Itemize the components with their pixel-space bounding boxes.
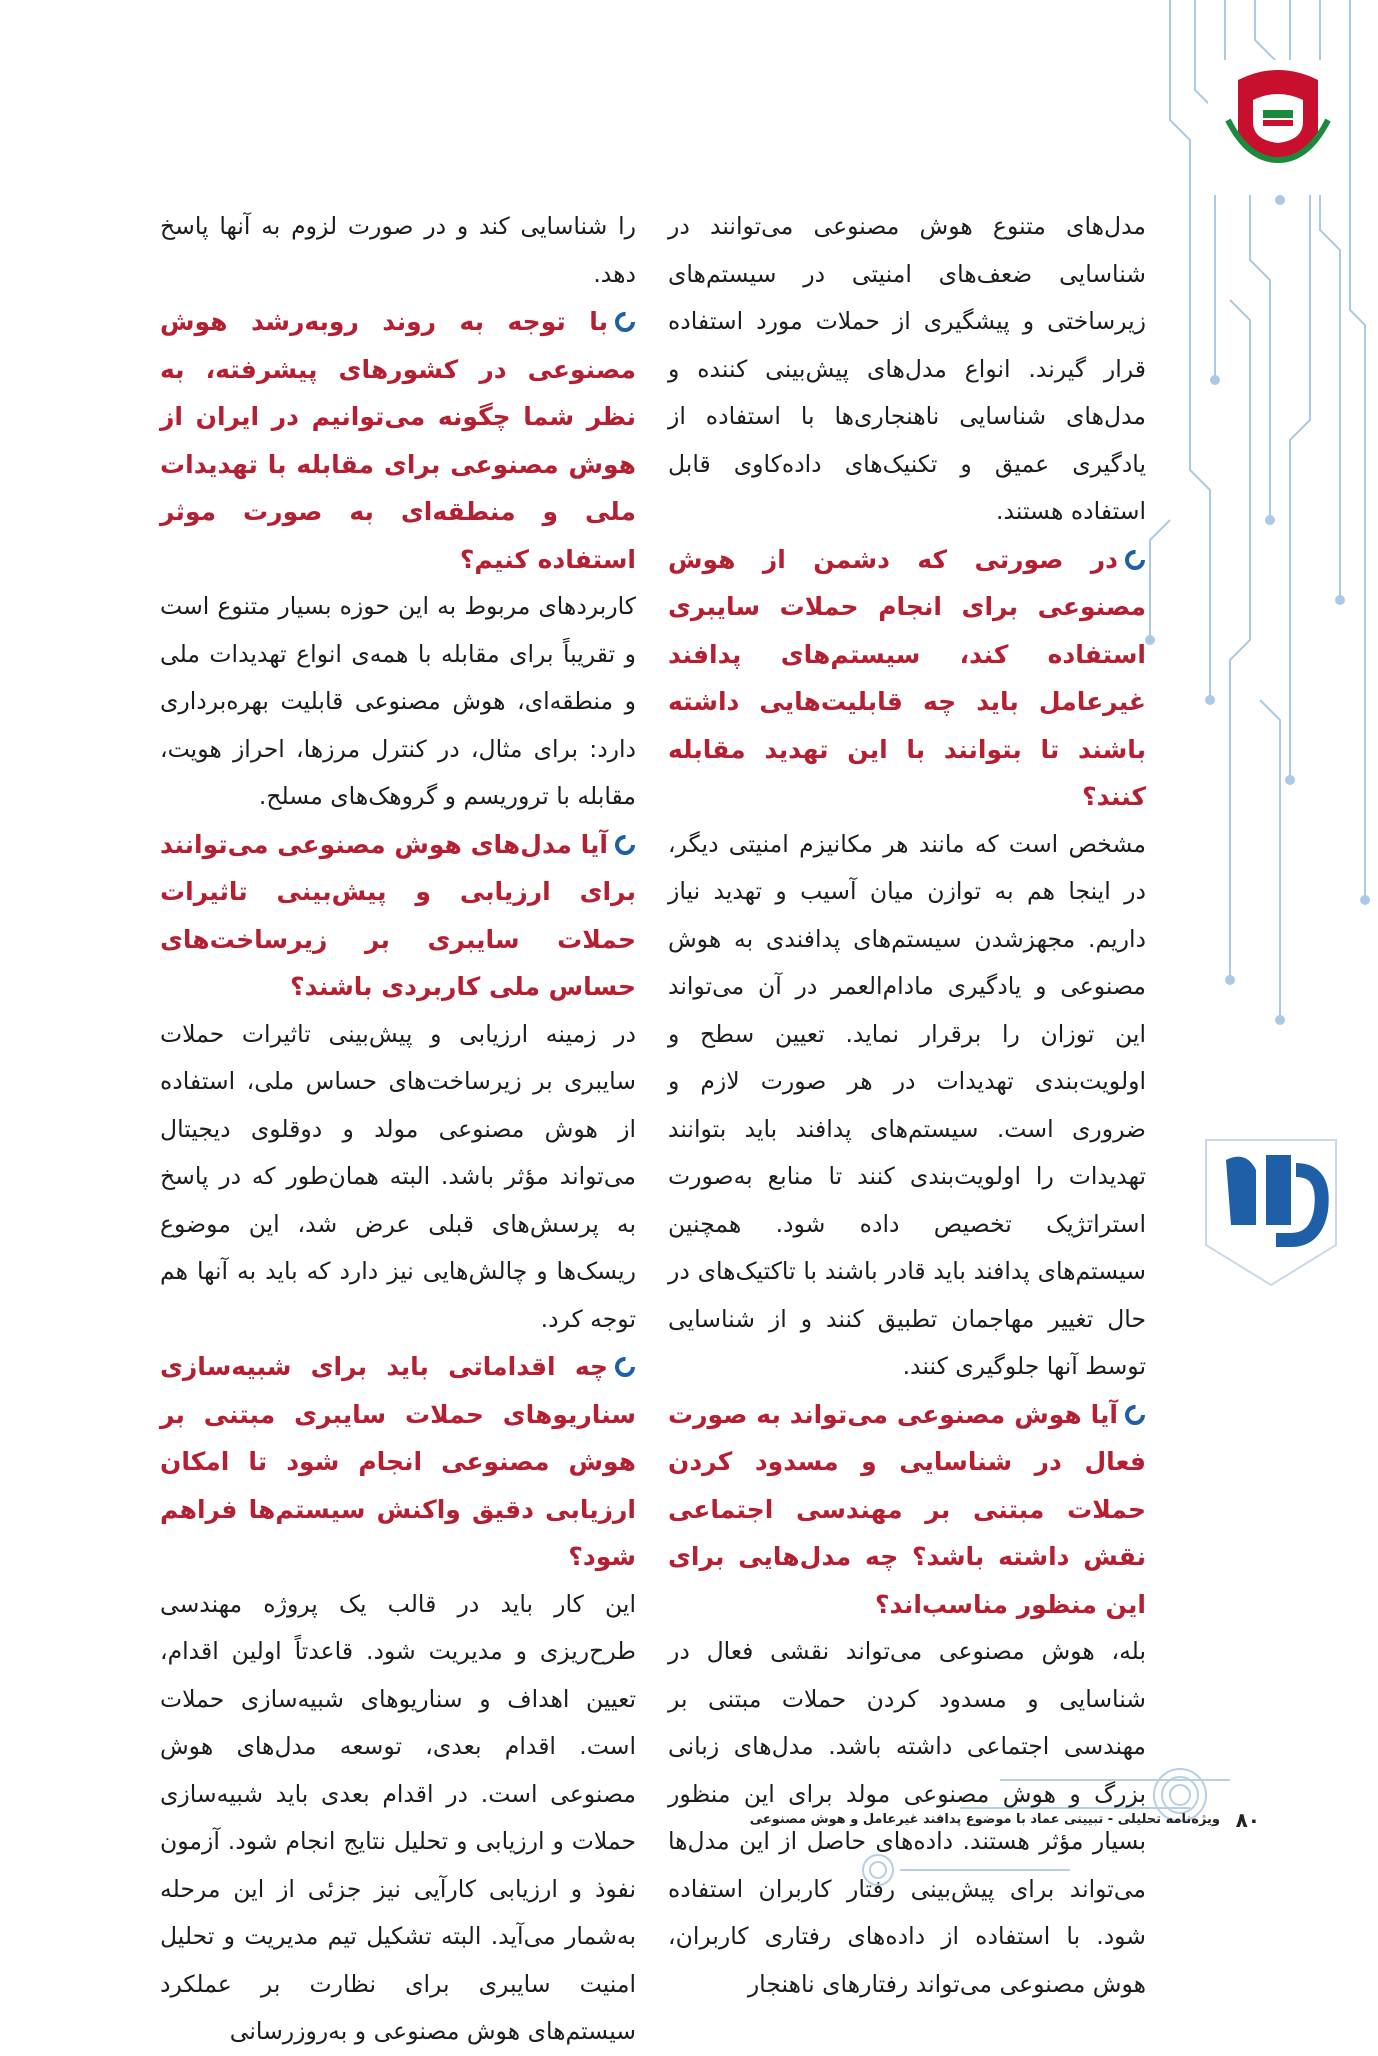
article-column-left [160,203,636,2056]
circular-arrow-icon [1124,549,1146,571]
page-number: ۸۰ [1235,1808,1260,1832]
page-footer [700,1806,1260,1846]
article-column-right [668,203,1146,2008]
paragraph: مشخص است که مانند هر مکانیزم امنیتی دیگر، در اینجا هم به توازن میان آسیب و تهدید نیاز داریم. مجهزشدن سیستم‌های پدافندی به هوش مصنوعی و یادگیری مادام‌العمر در آن می‌تواند این توزان را برقرار نماید. تعیین سطح و اولویت‌بندی تهدیدات در هر صورت لازم و ضروری است. سیستم‌های پدافند باید بتوانند تهدیدات را اولویت‌بندی کنند تا منابع به‌صورت استراتژیک تخصیص داده شود. همچنین سیستم‌های پدافند باید قادر باشند با تاکتیک‌های در حال تغییر مهاجمان تطبیق کنند و از شناسایی توسط آنها جلوگیری کنند. [668,829,1146,1380]
publication-title: ویژه‌نامه تحلیلی - تبیینی عماد با موضوع پدافند غیرعامل و هوش مصنوعی [749,1812,1220,1827]
question-text: آیا هوش مصنوعی می‌تواند به صورت فعال در شناسایی و مسدود کردن حملات مبتنی بر مهندسی اجتماعی نقش داشته باشد؟ چه مدل‌هایی برای این منظور مناسب‌اند؟ [668,1399,1146,1619]
emad-logo [1196,1130,1346,1290]
paragraph: این کار باید در قالب یک پروژه مهندسی طرح‌ریزی و مدیریت شود. قاعدتاً اولین اقدام، تعیین اهداف و سناریوهای شبیه‌سازی حملات است. اقدام بعدی، توسعه مدل‌های هوش مصنوعی است. در اقدام بعدی باید شبیه‌سازی حملات و ارزیابی و تحلیل نتایج انجام شود. آزمون نفوذ و ارزیابی کارآیی نیز جزئی از این مرحله به‌شمار می‌آید. البته تشکیل تیم مدیریت و تحلیل امنیت سایبری برای نظارت بر عملکرد سیستم‌های هوش مصنوعی و به‌روزرسانی [160,1589,636,2045]
circular-arrow-icon [614,834,636,856]
organization-logo [1208,60,1348,195]
question-text: چه اقداماتی باید برای شبیه‌سازی سناریوهای حملات سایبری مبتنی بر هوش مصنوعی انجام شود تا امکان ارزیابی دقیق واکنش سیستم‌ها فراهم شود؟ [160,1352,636,1571]
circular-arrow-icon [614,311,636,333]
question-text: در صورتی که دشمن از هوش مصنوعی برای انجام حملات سایبری استفاده کند، سیستم‌های پدافند غیرعامل باید چه قابلیت‌هایی داشته باشند تا بتوانند با این تهدید مقابله کنند؟ [668,544,1146,811]
paragraph: مدل‌های متنوع هوش مصنوعی می‌توانند در شناسایی ضعف‌های امنیتی در سیستم‌های زیرساختی و پیشگیری از حملات مورد استفاده قرار گیرند. انواع مدل‌های پیش‌بینی کننده و مدل‌های شناسایی ناهنجاری‌ها با استفاده از یادگیری عمیق و تکنیک‌های داده‌کاوی قابل استفاده هستند. [668,212,1146,525]
paragraph: کاربردهای مربوط به این حوزه بسیار متنوع است و تقریباً برای مقابله با همه‌ی انواع تهدیدات ملی و منطقه‌ای، هوش مصنوعی قابلیت بهره‌برداری دارد: برای مثال، در کنترل مرزها، احراز هویت، مقابله با تروریسم و گروهک‌های مسلح. [160,592,636,810]
question-heading [160,821,636,1011]
question-heading [160,298,636,583]
question-heading [160,1343,636,1581]
paragraph: را شناسایی کند و در صورت لزوم به آنها پاسخ دهد. [160,212,636,288]
question-text: آیا مدل‌های هوش مصنوعی می‌توانند برای ارزیابی و پیش‌بینی تاثیرات حملات سایبری بر زیرساخت‌های حساس ملی کاربردی باشند؟ [160,829,636,1001]
question-heading [668,536,1146,821]
paragraph: بله، هوش مصنوعی می‌تواند نقشی فعال در شناسایی و مسدود کردن حملات مبتنی بر مهندسی اجتماعی داشته باشد. مدل‌های زبانی بزرگ و هوش مصنوعی مولد برای این منظور بسیار مؤثر هستند. داده‌های حاصل از این مدل‌ها می‌تواند برای پیش‌بینی رفتار کاربران استفاده شود. با استفاده از داده‌های رفتاری کاربران، هوش مصنوعی می‌تواند رفتارهای ناهنجار [668,1637,1146,1998]
emad-shield-icon [1196,1130,1346,1290]
circular-arrow-icon [1124,1404,1146,1426]
paragraph: در زمینه ارزیابی و پیش‌بینی تاثیرات حملات سایبری بر زیرساخت‌های حساس ملی، استفاده از هوش مصنوعی مولد و دوقلوی دیجیتال می‌تواند مؤثر باشد. البته همان‌طور که در پاسخ به پرسش‌های قبلی عرض شد، این موضوع ریسک‌ها و چالش‌هایی نیز دارد که باید به آنها هم توجه کرد. [160,1019,636,1333]
circular-arrow-icon [614,1356,636,1378]
organization-emblem-icon [1208,60,1348,195]
question-heading [668,1391,1146,1629]
question-text: با توجه به روند روبه‌رشد هوش مصنوعی در کشورهای پیشرفته، به نظر شما چگونه می‌توانیم در ایران از هوش مصنوعی برای مقابله با تهدیدات ملی و منطقه‌ای به صورت موثر استفاده کنیم؟ [160,307,636,574]
